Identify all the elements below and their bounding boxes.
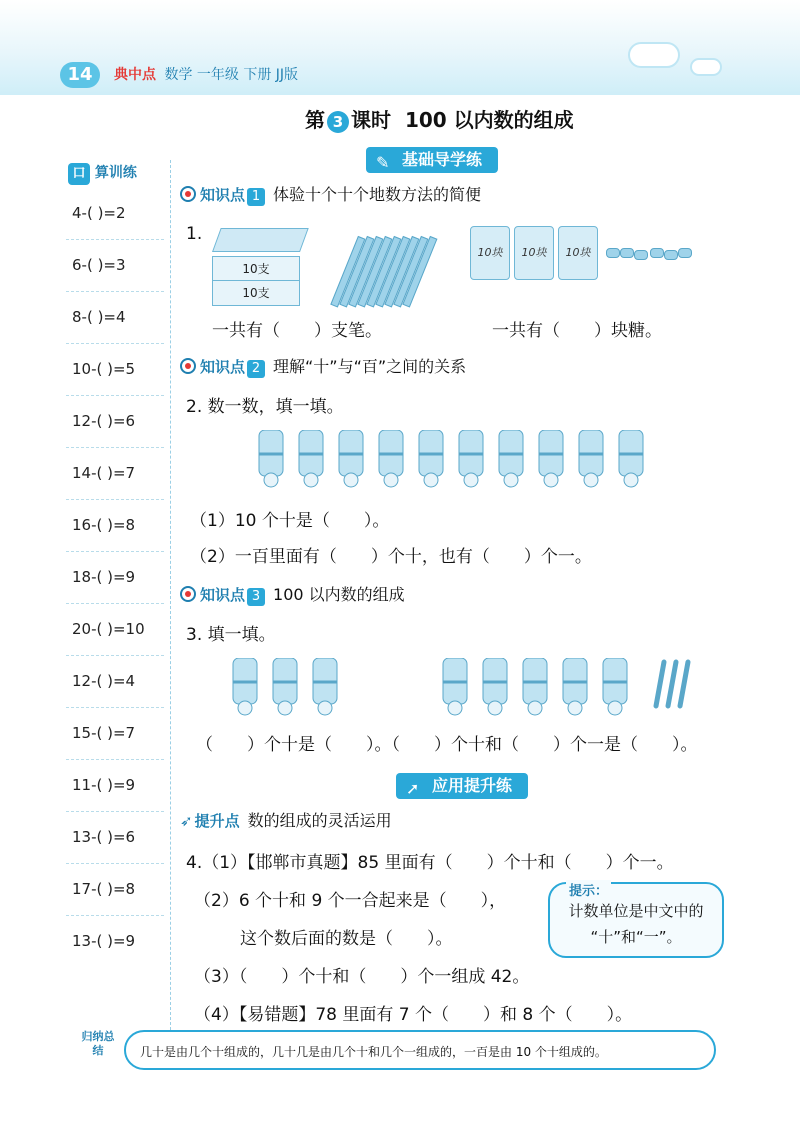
question-2-stem: 2. 数一数，填一填。 xyxy=(186,397,344,417)
bundle-icon xyxy=(256,430,286,488)
bundle-icon xyxy=(310,658,340,716)
drill-item: 10-( )=5 xyxy=(66,344,164,396)
bundle-icon xyxy=(456,430,486,488)
knowledge-point-2 xyxy=(180,354,466,378)
target-icon xyxy=(180,358,196,374)
cloud-icon xyxy=(690,58,722,76)
bundle-icon xyxy=(600,658,630,716)
book-title xyxy=(114,64,298,84)
stick-bundles-three xyxy=(230,658,350,722)
question-1-answer-candy: 一共有（ ）块糖。 xyxy=(492,321,662,341)
tip-text xyxy=(556,898,716,950)
brand-logo: 典中点 xyxy=(114,67,156,83)
question-1-number: 1. xyxy=(186,224,203,244)
bundle-icon xyxy=(616,430,646,488)
banner-text: 应用提升练 xyxy=(432,776,513,795)
lesson-name: 100 以内数的组成 xyxy=(404,108,574,132)
stick-bundles-ten xyxy=(256,430,656,494)
box-label-top: 10支 xyxy=(212,256,300,282)
stick-bundles-five-plus-three xyxy=(440,658,700,722)
bundle-icon xyxy=(296,430,326,488)
question-1-answer-pens: 一共有（ ）支笔。 xyxy=(212,321,382,341)
sidebar-title-text: 算训练 xyxy=(94,165,137,181)
bundle-icon xyxy=(336,430,366,488)
bundle-icon xyxy=(560,658,590,716)
question-4-line2: （2）6 个十和 9 个一合起来是（ ）， xyxy=(194,891,507,911)
drill-item: 16-( )=8 xyxy=(66,500,164,552)
summary-box: 几十是由几个十组成的，几十几是由几个十和几个一组成的，一百是由 10 个十组成的。 xyxy=(124,1030,716,1070)
compass-icon: ✎ xyxy=(376,153,390,172)
bundle-icon xyxy=(496,430,526,488)
question-3-answer: （ ）个十是（ ）。（ ）个十和（ ）个一是（ ）。 xyxy=(196,735,698,755)
tip-label: 提示： xyxy=(566,880,611,899)
drill-item: 15-( )=7 xyxy=(66,708,164,760)
kp-title: 100 以内数的组成 xyxy=(273,585,405,604)
kp-number: 3 xyxy=(247,588,265,606)
bundle-icon xyxy=(480,658,510,716)
box-label-bottom: 10支 xyxy=(212,280,300,306)
question-4-line5: （4）【易错题】78 里面有 7 个（ ）和 8 个（ ）。 xyxy=(194,1005,633,1025)
question-4-line4: （3）（ ）个十和（ ）个一组成 42。 xyxy=(194,967,530,987)
tp-label: 提升点 xyxy=(194,812,240,830)
pencil-box-illustration xyxy=(212,228,308,308)
question-4-line3: 这个数后面的数是（ ）。 xyxy=(240,929,453,949)
lesson-suffix: 课时 xyxy=(351,108,391,132)
pencils-illustration xyxy=(320,228,420,308)
drill-item: 12-( )=4 xyxy=(66,656,164,708)
drill-item: 12-( )=6 xyxy=(66,396,164,448)
tip-line: 计数单位是中文中的 xyxy=(568,902,704,920)
tip-line: “十”和“一”。 xyxy=(590,928,682,946)
bundle-icon xyxy=(270,658,300,716)
kp-number: 1 xyxy=(247,188,265,206)
drill-item: 18-( )=9 xyxy=(66,552,164,604)
kp-title: 体验十个十个地数方法的简便 xyxy=(273,185,482,204)
drill-item: 14-( )=7 xyxy=(66,448,164,500)
oral-drill-list xyxy=(66,188,164,967)
section-banner-apply xyxy=(396,773,528,799)
target-icon xyxy=(180,586,196,602)
candy-bag: 10块 xyxy=(558,226,598,280)
banner-text: 基础导学练 xyxy=(402,150,483,169)
drill-item: 13-( )=6 xyxy=(66,812,164,864)
drill-item: 6-( )=3 xyxy=(66,240,164,292)
bundle-icon xyxy=(416,430,446,488)
sidebar-badge: 口 xyxy=(68,163,90,185)
question-3-stem: 3. 填一填。 xyxy=(186,625,276,645)
candy-illustration xyxy=(470,226,700,286)
drill-item: 4-( )=2 xyxy=(66,188,164,240)
kp-label: 知识点 xyxy=(200,586,246,604)
bundle-icon xyxy=(520,658,550,716)
question-4-line1: 4.（1）【邯郸市真题】85 里面有（ ）个十和（ ）个一。 xyxy=(186,853,674,873)
tip-box xyxy=(548,882,724,958)
bundle-icon xyxy=(440,658,470,716)
box-lid xyxy=(212,228,309,252)
bundle-icon xyxy=(576,430,606,488)
kp-label: 知识点 xyxy=(200,186,246,204)
sidebar-title xyxy=(68,160,164,186)
question-2-sub2: （2）一百里面有（ ）个十，也有（ ）个一。 xyxy=(190,547,592,567)
drill-item: 13-( )=9 xyxy=(72,932,136,950)
book-info: 数学 一年级 下册 JJ版 xyxy=(164,67,299,83)
drill-item: 17-( )=8 xyxy=(66,864,164,916)
drill-item: 11-( )=9 xyxy=(66,760,164,812)
candy-bag: 10块 xyxy=(470,226,510,280)
lesson-title xyxy=(305,104,574,133)
knowledge-point-3 xyxy=(180,582,405,606)
tp-title: 数的组成的灵活运用 xyxy=(247,811,392,830)
bundle-icon xyxy=(536,430,566,488)
cloud-icon xyxy=(628,42,680,68)
improvement-point xyxy=(180,808,392,831)
knowledge-point-1 xyxy=(180,182,481,206)
section-banner-basic xyxy=(366,147,498,173)
page-number: 14 xyxy=(60,62,100,88)
kp-number: 2 xyxy=(247,360,265,378)
candy-bag: 10块 xyxy=(514,226,554,280)
kp-label: 知识点 xyxy=(200,358,246,376)
target-icon xyxy=(180,186,196,202)
lesson-prefix: 第 xyxy=(305,108,325,132)
rocket-icon: ➶ xyxy=(180,812,193,830)
drill-item: 20-( )=10 xyxy=(66,604,164,656)
sidebar-divider xyxy=(170,160,171,1030)
bundle-icon xyxy=(376,430,406,488)
question-2-sub1: （1）10 个十是（ ）。 xyxy=(190,511,390,531)
bundle-icon xyxy=(230,658,260,716)
kp-title: 理解“十”与“百”之间的关系 xyxy=(273,357,467,376)
drill-item: 8-( )=4 xyxy=(66,292,164,344)
rocket-icon: ➚ xyxy=(406,779,420,798)
single-sticks-icon xyxy=(646,658,696,718)
summary-tag: 归纳总结 xyxy=(81,1030,115,1057)
lesson-number: 3 xyxy=(327,111,349,133)
